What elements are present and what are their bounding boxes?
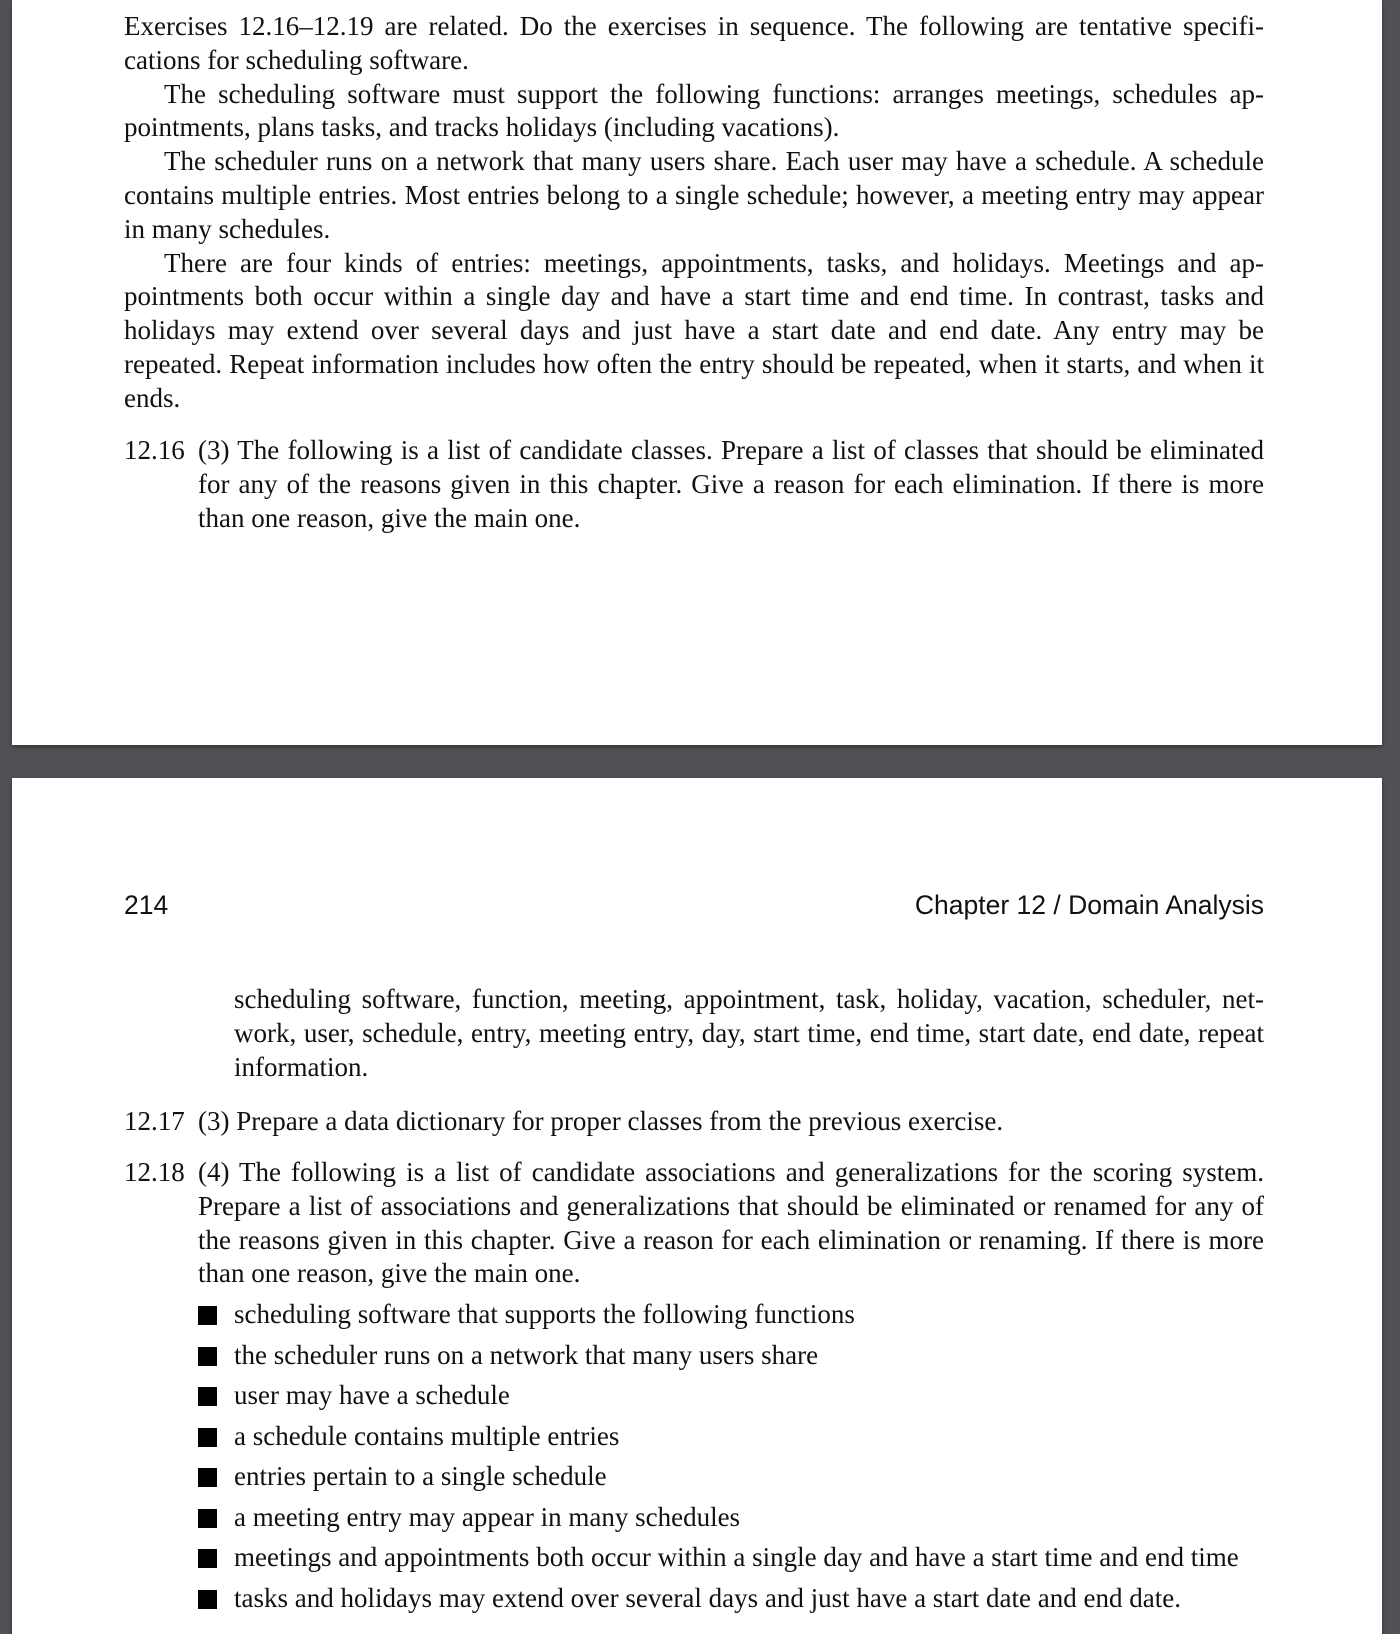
list-item xyxy=(198,1460,1278,1501)
list-item xyxy=(198,1379,1278,1420)
bullet-square-icon xyxy=(198,1387,217,1406)
intro-paragraph-4: There are four kinds of entries: meetings, appointments, tasks, and holidays. Meetings and appointments both occur within a single day and have a start time and end time. In contrast, tasks and holidays may extend over several days and just have a start date and end date. Any entry may be repeated. Repeat information includes how often the entry should be repeated, when it starts, and when it ends. xyxy=(124,247,1264,413)
bullet-square-icon xyxy=(198,1590,217,1609)
list-item xyxy=(198,1501,1278,1542)
exercise-12-18 xyxy=(124,1156,1264,1291)
list-item xyxy=(198,1582,1278,1623)
intro-paragraph-3: The scheduler runs on a network that many users share. Each user may have a schedule. A schedule contains multiple entries. Most entries belong to a single schedule; however, a meeting entry may appear in many schedules. xyxy=(124,146,1264,244)
list-item-text: entries pertain to a single schedule xyxy=(234,1461,607,1491)
list-item xyxy=(198,1298,1278,1339)
exercise-number: 12.18 xyxy=(124,1157,185,1187)
page-upper xyxy=(12,0,1382,745)
page-214 xyxy=(12,778,1382,1634)
candidate-classes-list: scheduling software, function, meeting, appointment, task, holiday, vacation, scheduler, network, user, schedule, entry, meeting entry, day, start time, end time, start date, end date, repeat information. xyxy=(234,984,1264,1082)
intro-paragraph-2: The scheduling software must support the following functions: arranges meetings, schedules appointments, plans tasks, and tracks holidays (including vacations). xyxy=(124,78,1264,143)
exercise-number: 12.16 xyxy=(124,435,185,465)
exercise-text: (3) The following is a list of candidate classes. Prepare a list of classes that should be eliminated for any of the reasons given in this chapter. Give a reason for each elimination. If there is more than one reason, give the main one. xyxy=(198,435,1264,533)
exercise-text: (3) Prepare a data dictionary for proper classes from the previous exercise. xyxy=(198,1106,1004,1136)
exercise-text: (4) The following is a list of candidate associations and generalizations for the scoring system. Prepare a list of associations and generalizations that should be eliminated or renamed for any of the reasons given in this chapter. Give a reason for each elimination or renaming. If there is more than one reason, give the main one. xyxy=(198,1157,1264,1289)
bullet-square-icon xyxy=(198,1549,217,1568)
running-header xyxy=(124,890,1264,926)
intro-paragraph-1: Exercises 12.16–12.19 are related. Do the exercises in sequence. The following are tentative specifications for scheduling software. xyxy=(124,11,1264,75)
bullet-square-icon xyxy=(198,1428,217,1447)
exercise-number: 12.17 xyxy=(124,1106,185,1136)
intro-text xyxy=(124,10,1264,416)
exercise-12-17 xyxy=(124,1105,1264,1139)
list-item-text: the scheduler runs on a network that many users share xyxy=(234,1339,819,1370)
list-item-text: a meeting entry may appear in many schedules xyxy=(234,1501,741,1532)
list-item xyxy=(198,1541,1278,1582)
list-item xyxy=(198,1339,1278,1380)
page-number: 214 xyxy=(124,890,169,920)
chapter-title: Chapter 12 / Domain Analysis xyxy=(914,890,1264,920)
list-item-text: a schedule contains multiple entries xyxy=(234,1420,620,1451)
exercise-12-16 xyxy=(124,434,1264,535)
list-item-text: meetings and appointments both occur within a single day and have a start time and end time xyxy=(234,1542,1239,1572)
bullet-square-icon xyxy=(198,1509,217,1528)
list-item-text: tasks and holidays may extend over several days and just have a start date and end date. xyxy=(234,1582,1181,1613)
bullet-square-icon xyxy=(198,1347,217,1366)
list-item xyxy=(198,1420,1278,1461)
bullet-square-icon xyxy=(198,1468,217,1487)
bullet-square-icon xyxy=(198,1306,217,1325)
list-item-text: scheduling software that supports the following functions xyxy=(234,1299,855,1329)
list-item-text: user may have a schedule xyxy=(234,1380,510,1410)
associations-list xyxy=(198,1298,1278,1622)
